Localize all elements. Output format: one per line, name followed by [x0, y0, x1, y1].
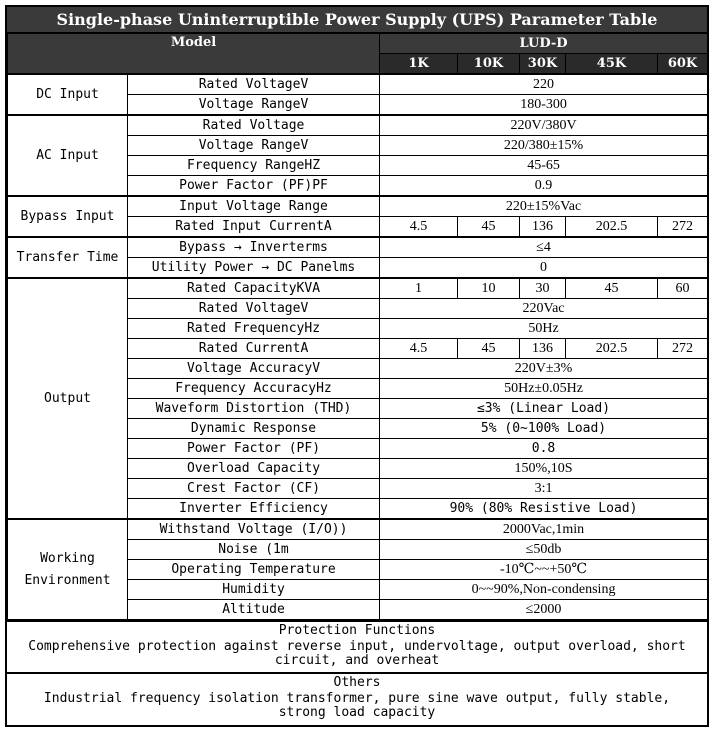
- table-row: [8, 196, 708, 217]
- value-1k: 1: [380, 278, 458, 299]
- param-name: Overload Capacity: [128, 459, 380, 479]
- param-name: Noise (1m: [128, 540, 380, 560]
- value-1k: 4.5: [380, 217, 458, 238]
- header-row: [8, 34, 708, 54]
- param-value: ≤3% (Linear Load): [380, 399, 708, 419]
- model-label: Model: [8, 34, 380, 75]
- param-name: Voltage AccuracyV: [128, 359, 380, 379]
- protection-section: [7, 620, 707, 672]
- protection-text: Comprehensive protection against reverse input, undervoltage, output overload, short circuit, and overheat: [28, 639, 686, 668]
- parameter-table: [7, 33, 708, 620]
- value-30k: 30: [520, 278, 566, 299]
- model-30k: 30K: [520, 54, 566, 75]
- param-name: Rated CapacityKVA: [128, 278, 380, 299]
- param-value: 220V/380V: [380, 115, 708, 136]
- series-label: LUD-D: [380, 34, 708, 54]
- param-value: -10℃~~+50℃: [380, 560, 708, 580]
- category-ac-input: AC Input: [8, 115, 128, 196]
- param-value: 220V±3%: [380, 359, 708, 379]
- value-60k: 272: [658, 217, 708, 238]
- param-name: Humidity: [128, 580, 380, 600]
- param-value: 220Vac: [380, 299, 708, 319]
- param-name: Dynamic Response: [128, 419, 380, 439]
- param-value: 90% (80% Resistive Load): [380, 499, 708, 520]
- category-label-line2: Environment: [24, 572, 111, 588]
- value-30k: 136: [520, 217, 566, 238]
- category-output: Output: [8, 278, 128, 519]
- param-name: Rated VoltageV: [128, 74, 380, 95]
- param-name: Rated CurrentA: [128, 339, 380, 359]
- value-45k: 202.5: [566, 217, 658, 238]
- category-bypass-input: Bypass Input: [8, 196, 128, 237]
- param-name: Utility Power → DC Panelms: [128, 258, 380, 279]
- ups-parameter-sheet: [5, 5, 709, 727]
- param-name: Frequency RangeHZ: [128, 156, 380, 176]
- param-name: Operating Temperature: [128, 560, 380, 580]
- param-value: 220±15%Vac: [380, 196, 708, 217]
- value-1k: 4.5: [380, 339, 458, 359]
- category-transfer-time: Transfer Time: [8, 237, 128, 278]
- model-45k: 45K: [566, 54, 658, 75]
- category-working-environment: [8, 519, 128, 620]
- param-name: Voltage RangeV: [128, 95, 380, 116]
- param-name: Inverter Efficiency: [128, 499, 380, 520]
- param-name: Frequency AccuracyHz: [128, 379, 380, 399]
- value-45k: 45: [566, 278, 658, 299]
- table-row: [8, 278, 708, 299]
- param-value: 45-65: [380, 156, 708, 176]
- param-value: ≤4: [380, 237, 708, 258]
- param-name: Bypass → Inverterms: [128, 237, 380, 258]
- param-value: 3:1: [380, 479, 708, 499]
- param-value: 220: [380, 74, 708, 95]
- param-value: 150%,10S: [380, 459, 708, 479]
- table-row: [8, 115, 708, 136]
- table-row: [8, 519, 708, 540]
- others-section: [7, 672, 707, 724]
- page-title: Single-phase Uninterruptible Power Supply (UPS) Parameter Table: [7, 7, 707, 33]
- param-value: 180-300: [380, 95, 708, 116]
- param-name: Rated VoltageV: [128, 299, 380, 319]
- param-name: Input Voltage Range: [128, 196, 380, 217]
- param-value: 50Hz±0.05Hz: [380, 379, 708, 399]
- table-row: [8, 237, 708, 258]
- param-value: 0: [380, 258, 708, 279]
- param-name: Crest Factor (CF): [128, 479, 380, 499]
- category-dc-input: DC Input: [8, 74, 128, 115]
- value-30k: 136: [520, 339, 566, 359]
- param-name: Altitude: [128, 600, 380, 620]
- value-45k: 202.5: [566, 339, 658, 359]
- protection-title: Protection Functions: [278, 623, 436, 638]
- model-60k: 60K: [658, 54, 708, 75]
- param-value: 0.9: [380, 176, 708, 197]
- param-value: 0.8: [380, 439, 708, 459]
- param-value: 5% (0~100% Load): [380, 419, 708, 439]
- param-value: 220/380±15%: [380, 136, 708, 156]
- param-name: Voltage RangeV: [128, 136, 380, 156]
- param-name: Rated Voltage: [128, 115, 380, 136]
- param-value: ≤50db: [380, 540, 708, 560]
- table-row: [8, 74, 708, 95]
- model-1k: 1K: [380, 54, 458, 75]
- model-10k: 10K: [458, 54, 520, 75]
- value-10k: 45: [458, 217, 520, 238]
- param-value: 50Hz: [380, 319, 708, 339]
- value-10k: 45: [458, 339, 520, 359]
- param-name: Power Factor (PF): [128, 439, 380, 459]
- value-60k: 60: [658, 278, 708, 299]
- category-label-line1: Working: [40, 550, 95, 566]
- param-name: Waveform Distortion (THD): [128, 399, 380, 419]
- param-name: Power Factor (PF)PF: [128, 176, 380, 197]
- value-60k: 272: [658, 339, 708, 359]
- others-text: Industrial frequency isolation transformer, pure sine wave output, fully stable, strong load capacity: [43, 691, 671, 720]
- param-name: Rated Input CurrentA: [128, 217, 380, 238]
- param-name: Withstand Voltage (I/O)): [128, 519, 380, 540]
- value-10k: 10: [458, 278, 520, 299]
- param-value: 0~~90%,Non-condensing: [380, 580, 708, 600]
- param-value: 2000Vac,1min: [380, 519, 708, 540]
- others-title: Others: [333, 675, 381, 690]
- param-value: ≤2000: [380, 600, 708, 620]
- param-name: Rated FrequencyHz: [128, 319, 380, 339]
